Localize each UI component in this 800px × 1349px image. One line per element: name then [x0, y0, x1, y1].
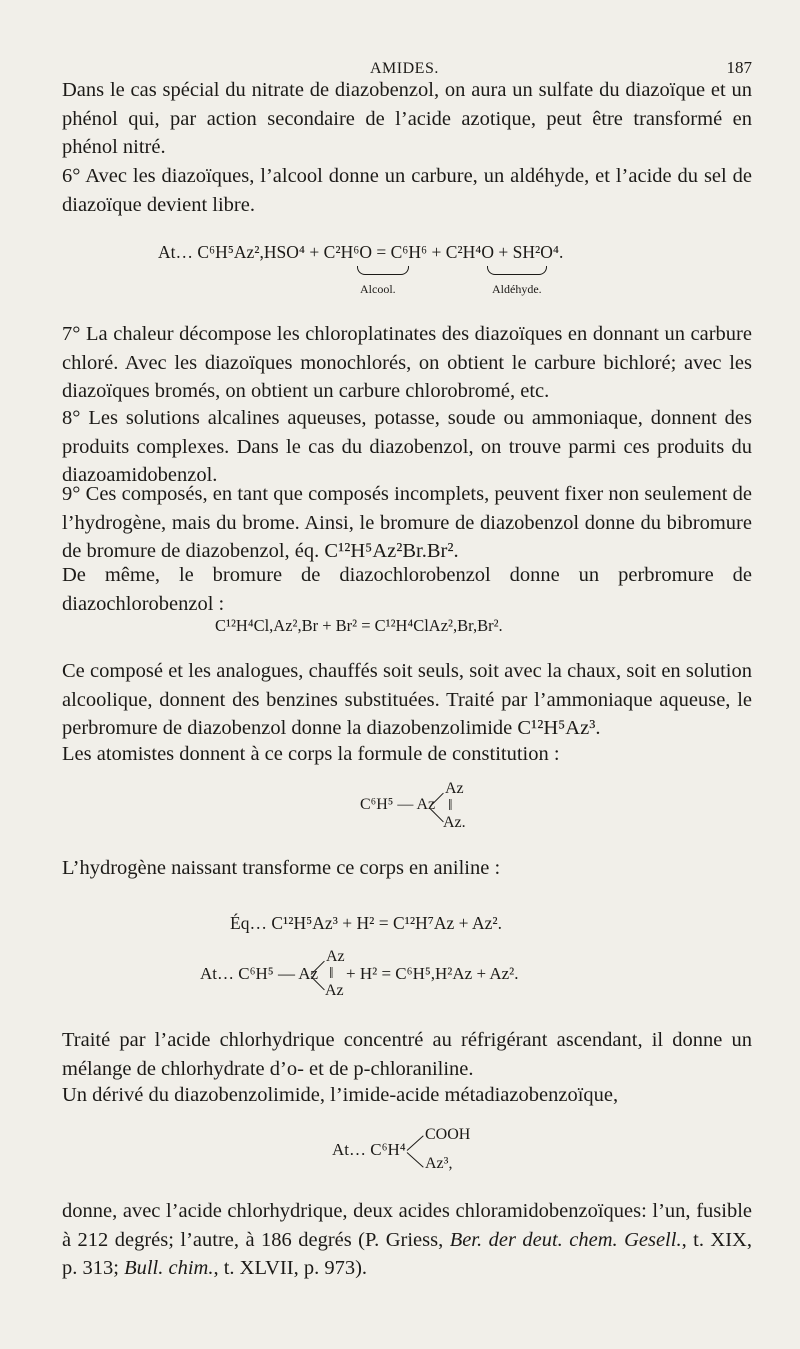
struct1-left: C⁶H⁵ — Az [360, 796, 436, 813]
underbrace-alcool [357, 266, 409, 275]
underbrace-aldehyde [487, 266, 547, 275]
struct3-bottom: Az³, [425, 1155, 453, 1172]
struct2-left: At… C⁶H⁵ — Az [200, 964, 319, 983]
paragraph-alcool: 6° Avec les diazoïques, l’alcool donne un carbure, un aldéhyde, et l’acide du sel de diazoïque devient libre. [62, 165, 752, 216]
paragraph-chaleur: 7° La chaleur décompose les chloroplatinates des diazoïques en donnant un carbure chloré. Avec les diazoïques monochlorés, on obtient le carbure bichloré; avec les diazoïques bromés, on obtient un carbure chlorobromé, etc. [62, 323, 752, 402]
struct3-bond-down [407, 1152, 424, 1167]
label-aldehyde: Aldéhyde. [492, 282, 542, 296]
paragraph-acide-chlorhydrique: Traité par l’acide chlorhydrique concentré au réfrigérant ascendant, il donne un mélange de chlorhydrate d’o- et de p-chloraniline. [62, 1029, 752, 1080]
paragraph-nitrate: Dans le cas spécial du nitrate de diazobenzol, on aura un sulfate du diazoïque et un phénol qui, par action secondaire de l’acide azotique, peut être transformé en phénol nitré. [62, 79, 752, 158]
struct2-bottom: Az [325, 982, 344, 999]
paragraph-solutions-alcalines: 8° Les solutions alcalines aqueuses, potasse, soude ou ammoniaque, donnent des produits complexes. Dans le cas du diazobenzol, on trouve parmi ces produits du diazoamidobenzol. [62, 407, 752, 486]
running-title: AMIDES. [370, 60, 439, 77]
eq1-prefix: At… [158, 242, 198, 262]
struct1-bottom: Az. [443, 814, 466, 831]
struct1-top: Az [445, 780, 464, 797]
label-alcool: Alcool. [360, 282, 396, 296]
eq1-plus2: + [427, 242, 446, 262]
p12-text-a: donne, avec l’acide chlorhydrique, deux acides chloramidobenzoïques: l’un, fusible à 212 degrés; l’autre, à 186 degrés (P. Griess, [62, 1200, 752, 1251]
equation-aniline-eq: Éq… C¹²H⁵Az³ + H² = C¹²H⁷Az + Az². [230, 913, 502, 933]
paragraph-composes-incomplets: 9° Ces composés, en tant que composés incomplets, peuvent fixer non seulement de l’hydrogène, mais du brome. Ainsi, le bromure de diazobenzol donne du bibromure de bromure de diazobenzol, éq. C¹²H⁵Az²Br.Br². [62, 483, 752, 562]
equation-perbromure: C¹²H⁴Cl,Az²,Br + Br² = C¹²H⁴ClAz²,Br,Br². [215, 616, 503, 635]
p12-text-b: , t. XIX, p. 313; [62, 1228, 752, 1279]
struct2-right: + H² = C⁶H⁵,H²Az + Az². [346, 964, 519, 983]
eq1-alcool: C²H⁶O [323, 242, 372, 262]
eq1-plus1: + [305, 242, 324, 262]
p12-text-c: , t. XLVII, p. 973). [213, 1257, 368, 1279]
struct1-double-bond: ‖ [448, 797, 453, 814]
paragraph-hydrogene: L’hydrogène naissant transforme ce corps en aniline : [62, 857, 501, 879]
struct3-left: At… C⁶H⁴ [332, 1140, 406, 1159]
paragraph-atomistes: Les atomistes donnent à ce corps la formule de constitution : [62, 743, 560, 765]
eq1-equals: = [371, 242, 391, 262]
eq1-acid: SH²O⁴. [512, 242, 564, 262]
paragraph-acides-chloramidobenzoiques [62, 1197, 752, 1283]
struct2-top: Az [326, 948, 345, 965]
eq1-plus3: + [494, 242, 513, 262]
struct2-double-bond: ‖ [329, 965, 334, 982]
citation-bull: Bull. chim. [124, 1257, 214, 1279]
page-number: 187 [726, 58, 752, 77]
paragraph-compose-analogues: Ce composé et les analogues, chauffés soit seuls, soit avec la chaux, soit en solution alcoolique, donnent des benzines substituées. Traité par l’ammoniaque aqueuse, le perbromure de diazobenzol donne la diazobenzolimide C¹²H⁵Az³. [62, 660, 752, 739]
eq1-aldehyde: C²H⁴O [445, 242, 495, 262]
paragraph-derive: Un dérivé du diazobenzolimide, l’imide-acide métadiazobenzoïque, [62, 1084, 619, 1106]
equation-alcool [158, 242, 563, 263]
eq1-benzine: C⁶H⁶ [390, 242, 428, 262]
citation-ber: Ber. der deut. chem. Gesell. [449, 1228, 682, 1251]
struct1-bond-down [430, 808, 444, 822]
paragraph-de-meme: De même, le bromure de diazochlorobenzol donne un perbromure de diazochlorobenzol : [62, 564, 752, 615]
struct3-bond-up [407, 1135, 424, 1150]
struct3-top: COOH [425, 1126, 471, 1143]
eq1-lhs: C⁶H⁵Az²,HSO⁴ [197, 242, 306, 262]
